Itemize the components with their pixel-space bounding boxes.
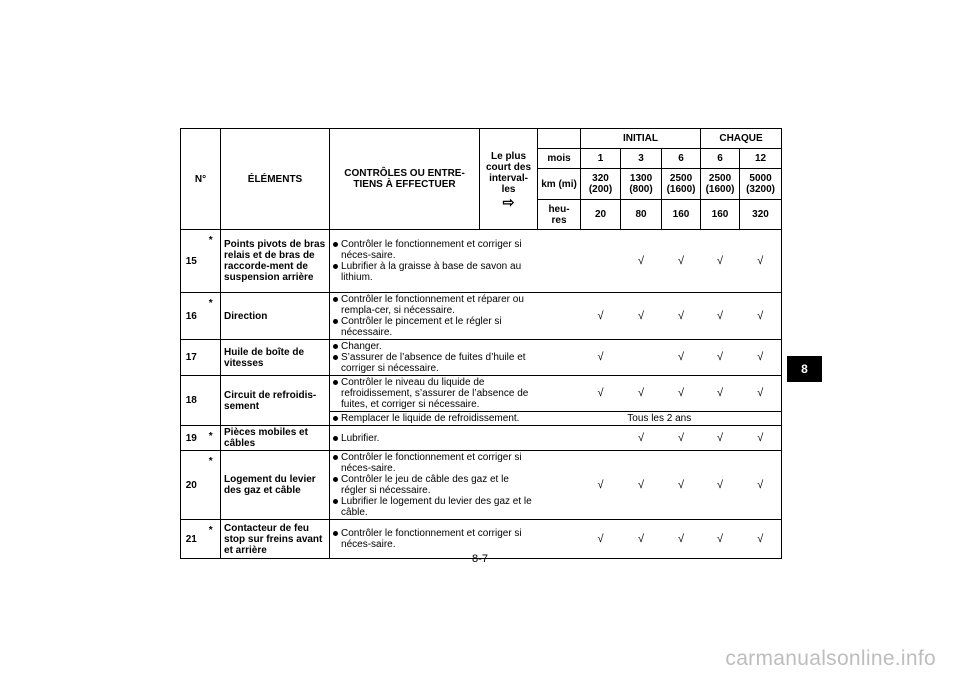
check-mark: √ xyxy=(621,426,662,451)
check-mark: √ xyxy=(621,376,662,412)
action-item: Contrôler le fonctionnement et corriger si néces-saire. xyxy=(333,452,535,474)
check-mark: √ xyxy=(701,340,740,376)
header-shortest: Le plus court des interval-les ⇨ xyxy=(480,129,538,230)
km-value: 2500 (1600) xyxy=(701,169,740,200)
mois-value: 1 xyxy=(581,149,621,169)
action-item: S’assurer de l’absence de fuites d’huile et corriger si nécessaire. xyxy=(333,352,535,374)
action-item: Contrôler le pincement et le régler si nécessaire. xyxy=(333,316,535,338)
action-item: Lubrifier. xyxy=(333,433,535,444)
row-number: 18 xyxy=(181,376,202,426)
asterisk-marker: * xyxy=(202,520,221,559)
table-row xyxy=(181,293,782,340)
item-name: Contacteur de feu stop sur freins avant et arrière xyxy=(221,520,330,559)
action-item: Contrôler le niveau du liquide de refroidissement, s’assurer de l’absence de fuites, et corriger si nécessaire. xyxy=(333,377,535,410)
mois-value: 6 xyxy=(662,149,701,169)
chapter-tab: 8 xyxy=(787,356,822,382)
table-row xyxy=(181,376,782,412)
asterisk-marker xyxy=(202,376,221,426)
header-initial: INITIAL xyxy=(581,129,701,149)
item-name: Circuit de refroidis-sement xyxy=(221,376,330,426)
check-mark: √ xyxy=(581,293,621,340)
km-value: 5000 (3200) xyxy=(740,169,782,200)
row-number: 16 xyxy=(181,293,202,340)
check-mark: √ xyxy=(662,451,701,520)
mois-value: 3 xyxy=(621,149,662,169)
actions-cell xyxy=(330,293,538,340)
table-row xyxy=(181,230,782,293)
heures-value: 80 xyxy=(621,200,662,230)
actions-cell xyxy=(330,412,538,426)
check-mark xyxy=(581,426,621,451)
check-mark: √ xyxy=(740,340,782,376)
row-number: 19 xyxy=(181,426,202,451)
action-item: Lubrifier le logement du levier des gaz et le câble. xyxy=(333,496,535,518)
check-mark: √ xyxy=(662,293,701,340)
header-every: CHAQUE xyxy=(701,129,782,149)
check-spacer xyxy=(538,426,581,451)
check-mark: √ xyxy=(621,293,662,340)
heures-value: 160 xyxy=(701,200,740,230)
asterisk-marker: * xyxy=(202,293,221,340)
check-mark: √ xyxy=(701,520,740,559)
page-number: 8-7 xyxy=(472,553,488,565)
check-mark: √ xyxy=(581,520,621,559)
mois-value: 12 xyxy=(740,149,782,169)
check-mark xyxy=(621,340,662,376)
check-mark: √ xyxy=(740,293,782,340)
item-name: Pièces mobiles et câbles xyxy=(221,426,330,451)
actions-cell xyxy=(330,340,538,376)
check-mark: √ xyxy=(662,520,701,559)
label-heures: heu-res xyxy=(538,200,581,230)
check-spacer xyxy=(538,376,581,412)
check-mark: √ xyxy=(621,451,662,520)
actions-cell xyxy=(330,230,538,293)
action-item: Contrôler le jeu de câble des gaz et le régler si nécessaire. xyxy=(333,474,535,496)
check-mark: √ xyxy=(701,230,740,293)
asterisk-marker xyxy=(202,340,221,376)
actions-cell xyxy=(330,376,538,412)
mois-value: 6 xyxy=(701,149,740,169)
item-name: Direction xyxy=(221,293,330,340)
item-name: Logement du levier des gaz et câble xyxy=(221,451,330,520)
check-mark: √ xyxy=(701,451,740,520)
action-item: Contrôler le fonctionnement et réparer ou rempla-cer, si nécessaire. xyxy=(333,294,535,316)
actions-list xyxy=(333,452,535,518)
header-row-period xyxy=(181,129,782,149)
check-mark: √ xyxy=(621,230,662,293)
asterisk-marker: * xyxy=(202,451,221,520)
check-spacer xyxy=(538,340,581,376)
heures-value: 20 xyxy=(581,200,621,230)
row-number: 20 xyxy=(181,451,202,520)
check-mark: √ xyxy=(662,376,701,412)
km-value: 320 (200) xyxy=(581,169,621,200)
table-row xyxy=(181,340,782,376)
actions-list xyxy=(333,239,535,283)
arrow-right-icon: ⇨ xyxy=(502,193,515,210)
row-number: 15 xyxy=(181,230,202,293)
action-item: Contrôler le fonctionnement et corriger si néces-saire. xyxy=(333,528,535,550)
header-controls: CONTRÔLES OU ENTRE-TIENS À EFFECTUER xyxy=(330,129,480,230)
actions-list xyxy=(333,413,535,424)
interval-note: Tous les 2 ans xyxy=(538,412,782,426)
actions-list xyxy=(333,294,535,338)
row-number: 21 xyxy=(181,520,202,559)
header-items: ÉLÉMENTS xyxy=(221,129,330,230)
table-row xyxy=(181,426,782,451)
heures-value: 160 xyxy=(662,200,701,230)
asterisk-marker: * xyxy=(202,426,221,451)
check-spacer xyxy=(538,230,581,293)
check-spacer xyxy=(538,451,581,520)
header-blank xyxy=(538,129,581,149)
heures-value: 320 xyxy=(740,200,782,230)
check-mark: √ xyxy=(621,520,662,559)
asterisk-marker: * xyxy=(202,230,221,293)
actions-list xyxy=(333,433,535,444)
header-num: N° xyxy=(181,129,221,230)
check-mark: √ xyxy=(701,376,740,412)
check-mark: √ xyxy=(581,376,621,412)
check-mark: √ xyxy=(740,520,782,559)
watermark: carmanualsonline.info xyxy=(725,647,936,670)
check-mark: √ xyxy=(662,426,701,451)
check-mark: √ xyxy=(740,426,782,451)
item-name: Points pivots de bras relais et de bras de raccorde-ment de suspension arrière xyxy=(221,230,330,293)
label-mois: mois xyxy=(538,149,581,169)
check-mark xyxy=(581,230,621,293)
actions-cell xyxy=(330,426,538,451)
actions-list xyxy=(333,528,535,550)
check-mark: √ xyxy=(662,340,701,376)
check-mark: √ xyxy=(581,451,621,520)
check-mark: √ xyxy=(701,426,740,451)
row-number: 17 xyxy=(181,340,202,376)
action-item: Remplacer le liquide de refroidissement. xyxy=(333,413,535,424)
check-mark: √ xyxy=(662,230,701,293)
actions-list xyxy=(333,341,535,374)
action-item: Changer. xyxy=(333,341,535,352)
table-row xyxy=(181,451,782,520)
check-mark: √ xyxy=(740,451,782,520)
actions-cell xyxy=(330,451,538,520)
action-item: Contrôler le fonctionnement et corriger si néces-saire. xyxy=(333,239,535,261)
check-spacer xyxy=(538,293,581,340)
check-mark: √ xyxy=(701,293,740,340)
item-name: Huile de boîte de vitesses xyxy=(221,340,330,376)
actions-list xyxy=(333,377,535,410)
check-mark: √ xyxy=(740,230,782,293)
maintenance-table xyxy=(180,128,782,559)
check-mark: √ xyxy=(581,340,621,376)
action-item: Lubrifier à la graisse à base de savon au lithium. xyxy=(333,261,535,283)
label-km: km (mi) xyxy=(538,169,581,200)
km-value: 1300 (800) xyxy=(621,169,662,200)
km-value: 2500 (1600) xyxy=(662,169,701,200)
check-mark: √ xyxy=(740,376,782,412)
